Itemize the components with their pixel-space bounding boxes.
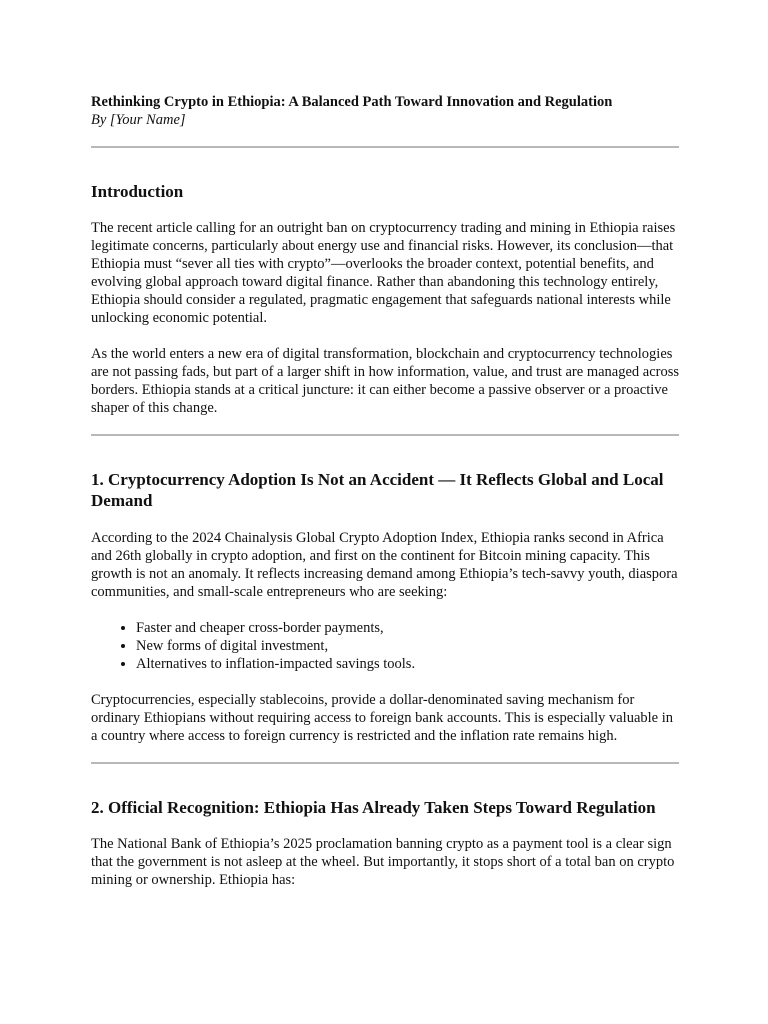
intro-paragraph-2: As the world enters a new era of digital transformation, blockchain and cryptocurrency technologies are not passing fads, but part of a larger shift in how information, value, and trust are managed across borders. Ethiopia stands at a critical juncture: it can either become a passive observer or a proactive shaper of this change. xyxy=(91,346,680,416)
list-item: • Faster and cheaper cross-border payments, xyxy=(136,619,679,637)
intro-heading: Introduction xyxy=(91,182,184,201)
byline: By [Your Name] xyxy=(91,112,186,128)
list-item: • Alternatives to inflation-impacted savings tools. xyxy=(136,655,679,673)
list-item: • New forms of digital investment, xyxy=(136,637,679,655)
divider xyxy=(91,434,679,436)
section-1-heading: 1. Cryptocurrency Adoption Is Not an Accident — It Reflects Global and Local Demand xyxy=(91,470,664,510)
section-2-heading: 2. Official Recognition: Ethiopia Has Already Taken Steps Toward Regulation xyxy=(91,798,656,817)
section-2-paragraph-1: The National Bank of Ethiopia’s 2025 proclamation banning crypto as a payment tool is a clear sign that the government is not asleep at the wheel. But importantly, it stops short of a total ban on crypto mining or ownership. Ethiopia has: xyxy=(91,836,675,888)
document-body xyxy=(91,93,679,889)
intro-paragraph-1: The recent article calling for an outright ban on cryptocurrency trading and mining in Ethiopia raises legitimate concerns, particularly about energy use and financial risks. However, its conclusion—that Ethiopia must “sever all ties with crypto”—overlooks the broader context, potential benefits, and evolving global approach toward digital finance. Rather than abandoning this technology entirely, Ethiopia should consider a regulated, pragmatic engagement that safeguards national interests while unlocking economic potential. xyxy=(91,220,676,326)
section-1-bullet-list xyxy=(91,619,679,673)
section-1-paragraph-2: Cryptocurrencies, especially stablecoins, provide a dollar-denominated saving mechanism for ordinary Ethiopians without requiring access to foreign bank accounts. This is especially valuable in a country where access to foreign currency is restricted and the inflation rate remains high. xyxy=(91,692,673,744)
article-title: Rethinking Crypto in Ethiopia: A Balanced Path Toward Innovation and Regulation xyxy=(91,94,613,110)
section-1-paragraph-1: According to the 2024 Chainalysis Global Crypto Adoption Index, Ethiopia ranks second in Africa and 26th globally in crypto adoption, and first on the continent for Bitcoin mining capacity. This growth is not an anomaly. It reflects increasing demand among Ethiopia’s tech-savvy youth, diaspora communities, and small-scale entrepreneurs who are seeking: xyxy=(91,530,678,600)
divider xyxy=(91,146,679,148)
divider xyxy=(91,762,679,764)
